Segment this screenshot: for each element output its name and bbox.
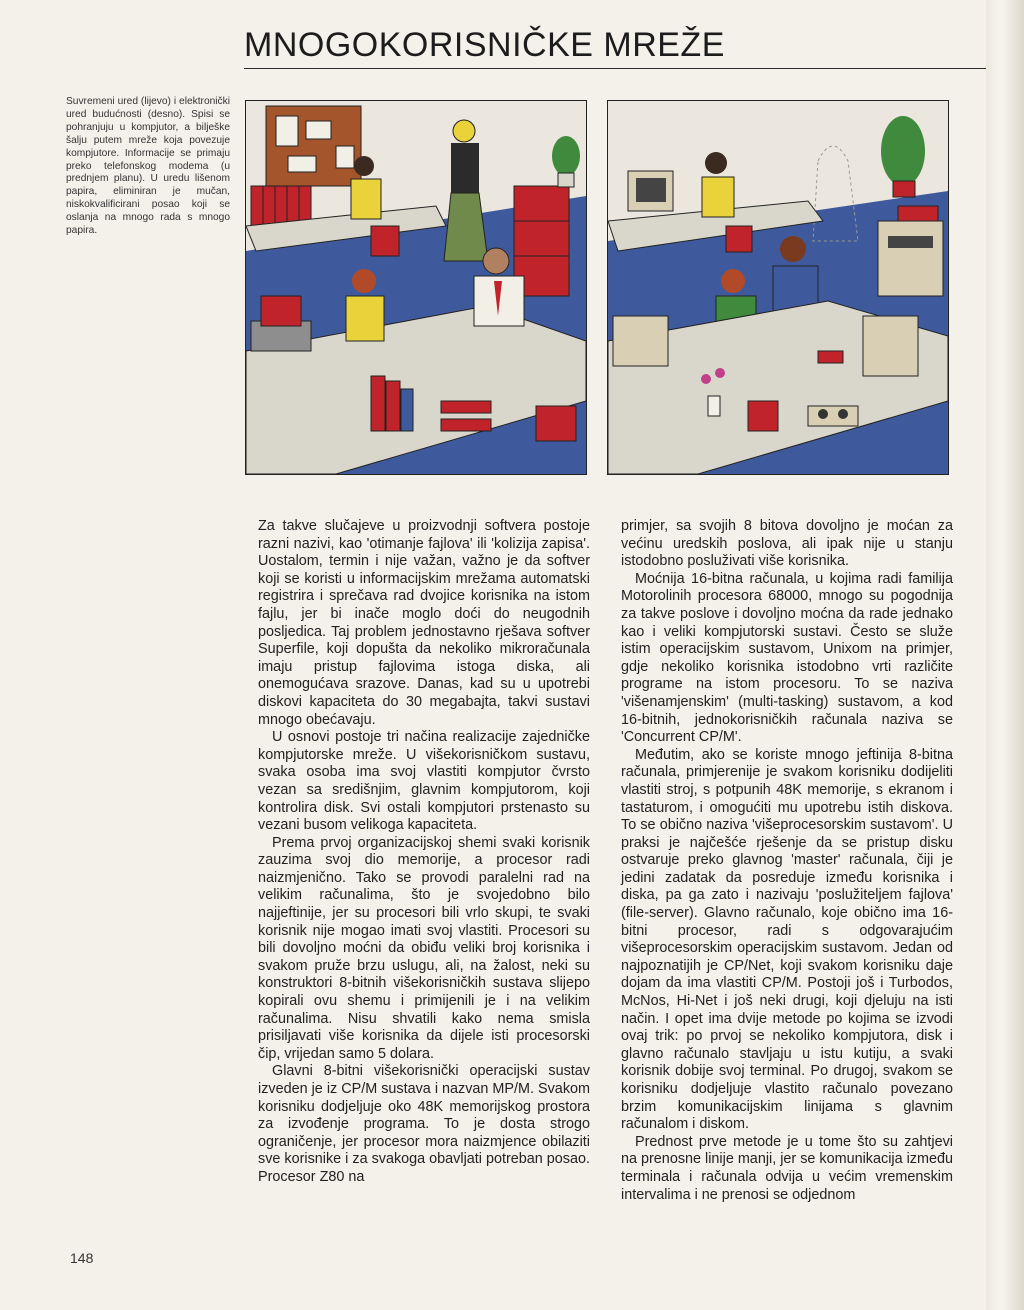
illustration-traditional-office bbox=[245, 100, 587, 475]
typist bbox=[352, 269, 376, 293]
disk-unit bbox=[878, 221, 943, 296]
plant bbox=[881, 116, 925, 186]
page-number: 148 bbox=[70, 1250, 94, 1266]
seated-man bbox=[705, 152, 727, 174]
paragraph: primjer, sa svojih 8 bitova dovoljno je moćan za većinu uredskih poslova, ali ipak nije u stanju istodobno posluživati više korisnika. bbox=[621, 518, 953, 570]
traditional-office-drawing bbox=[246, 101, 586, 474]
paragraph: Za takve slučajeve u proizvodnji softvera postoje razni nazivi, kao 'otimanje fajlova' ili 'kolizija zapisa'. Uostalom, termin i nije važan, važno je da softver koji se koristi u informacijskim mrežama automatski registrira i sprečava rad dvojice korisnika na istom fajlu, jer bi inače moglo doći do neugodnih posljedica. Taj problem jednostavno rješava softver Superfile, koji dopušta da nekoliko mikroračunala imaju pristup fajlovima istoga diska, ali onemogućava srazove. Danas, kad su u upotrebi diskovi kapaciteta do 30 megabajta, takvi sustavi mnogo obećavaju. bbox=[258, 518, 590, 728]
plant bbox=[552, 136, 580, 176]
page-title: MNOGOKORISNIČKE MREŽE bbox=[244, 26, 725, 64]
paper-tray bbox=[441, 401, 491, 413]
paragraph: Glavni 8-bitni višekorisnički operacijski sustav izveden je iz CP/M sustava i nazvan MP/M. Svakom korisniku dodjeljuje oko 48K memorijskog prostora za izvođenje programa. To je dosta strogo ograničenje, jer procesor mora naizmjence obilaziti sve korisnike i za svakoga obavljati potreban posao. Procesor Z80 na bbox=[258, 1063, 590, 1185]
books bbox=[371, 376, 385, 431]
paragraph: Moćnija 16-bitna računala, u kojima radi familija Motorolinih procesora 68000, mnogo su pogodnija za takve poslove i dovoljno moćna da rade jednako kao i veliki kompjutorski sustavi. Često se služe istim operacijskim sustavom, Unixom na primjer, gdje nekoliko korisnika istodobno vrti različite programe na istom procesoru. To se naziva 'višenamjenskim' (multi-tasking) sustavom, a kod 16-bitnih, jednokorisničkih računala naziva se 'Concurrent CP/M'. bbox=[621, 570, 953, 746]
woman-at-computer bbox=[721, 269, 745, 293]
seated-man bbox=[354, 156, 374, 176]
paragraph: U osnovi postoje tri načina realizacije zajedničke kompjutorske mreže. U višekorisničkom sustavu, svaka osoba ima svoj vlastiti kompjutor čvrsto vezan sa središnjim, glavnim kompjutorom, koji kontrolira disk. Svi ostali kompjutori prstenasto su vezani busom velikoga kapaciteta. bbox=[258, 729, 590, 834]
body-column-left bbox=[258, 518, 590, 1187]
paragraph: Međutim, ako se koriste mnogo jeftinija 8-bitna računala, primjerenije je svakom korisniku dodijeliti vlastiti stroj, s potpunih 48K memorije, s ekranom i tastaturom, i omogućiti mu upotrebu istih diskova. To se obično naziva 'višeprocesorskim sustavom'. U praksi je najčešće rješenje da se pristup disku ostvaruje preko glavnog 'master' računala, čiji je jedini zadatak da posreduje između korisnika i diska, pa ga zato i nazivaju 'poslužiteljem fajlova' (file-server). Glavno računalo, koje obično ima 16-bitni procesor, radi s odgovarajućim višeprocesorskim operacijskim sustavom. Jedan od najpoznatijih je CP/Net, koji svakom korisniku daje dojam da ima vlastiti CP/M. Postoji još i Turbodos, McNos, Hi-Net i još neki drugi, koji djeluju na isti način. I opet ima dvije metode po kojima se izvodi ovaj trik: po prvoj se nekoliko kompjutora, disk i glavno računalo stavljaju u istu kutiju, a svaki korisnik dobije svoj terminal. Po drugoj, svakom se korisniku dodjeljuje vlastito računalo povezano brzim komunikacijskim linijama s glavnim računalom i diskom. bbox=[621, 746, 953, 1133]
electronic-office-drawing bbox=[608, 101, 948, 474]
man-on-phone bbox=[780, 236, 806, 262]
man-on-phone bbox=[483, 248, 509, 274]
flower-vase bbox=[708, 396, 720, 416]
front-computer-left bbox=[613, 316, 668, 366]
paragraph: Prednost prve metode je u tome što su zahtjevi na prenosne linije manji, jer se komunikacija između terminala i računala odvija u većim vremenskim intervalima i ne prenosi se odjednom bbox=[621, 1133, 953, 1203]
desk-item bbox=[748, 401, 778, 431]
telephone bbox=[818, 351, 843, 363]
figure-caption: Suvremeni ured (lijevo) i elektronički ured budućnosti (desno). Spisi se pohranjuju u kompjutor, a bilješke šalju putem mreže koja povezuje kompjutore. Informacije se primaju preko telefonskog modema (u prednjem planu). U uredu lišenom papira, eliminiran je mučan, niskokvalificirani posao koji se oslanja na mnogo rada s mnogo papira. bbox=[66, 96, 230, 237]
wastebasket bbox=[261, 296, 301, 326]
page-edge bbox=[986, 0, 1024, 1310]
illustration-electronic-office bbox=[607, 100, 949, 475]
paragraph: Prema prvoj organizacijskoj shemi svaki korisnik zauzima svoj dio memorije, a procesor radi naizmjenično. Tako se provodi paralelni rad na velikim računalima, što je svojedobno bilo najjeftinije, jer su procesori bili vrlo skupi, te svaki korisnik nije mogao imati svoj vlastiti. Procesori su bili dovoljno moćni da obiđu veliki broj korisnika i svakom pruže brzu uslugu, ali, na žalost, neki su konstruktori 8-bitnih višekorisničkih sustava slijepo kopirali ovu shemu i primijenili je i na velikim računalima. Nisu shvatili kako nema smisla prisiljavati više korisnika da dijele isti procesorski čip, vrijedan samo 5 dolara. bbox=[258, 834, 590, 1062]
title-rule bbox=[244, 68, 986, 69]
standing-woman bbox=[453, 120, 475, 142]
body-column-right bbox=[621, 518, 953, 1204]
front-computer-right bbox=[863, 316, 918, 376]
modem bbox=[808, 406, 858, 426]
